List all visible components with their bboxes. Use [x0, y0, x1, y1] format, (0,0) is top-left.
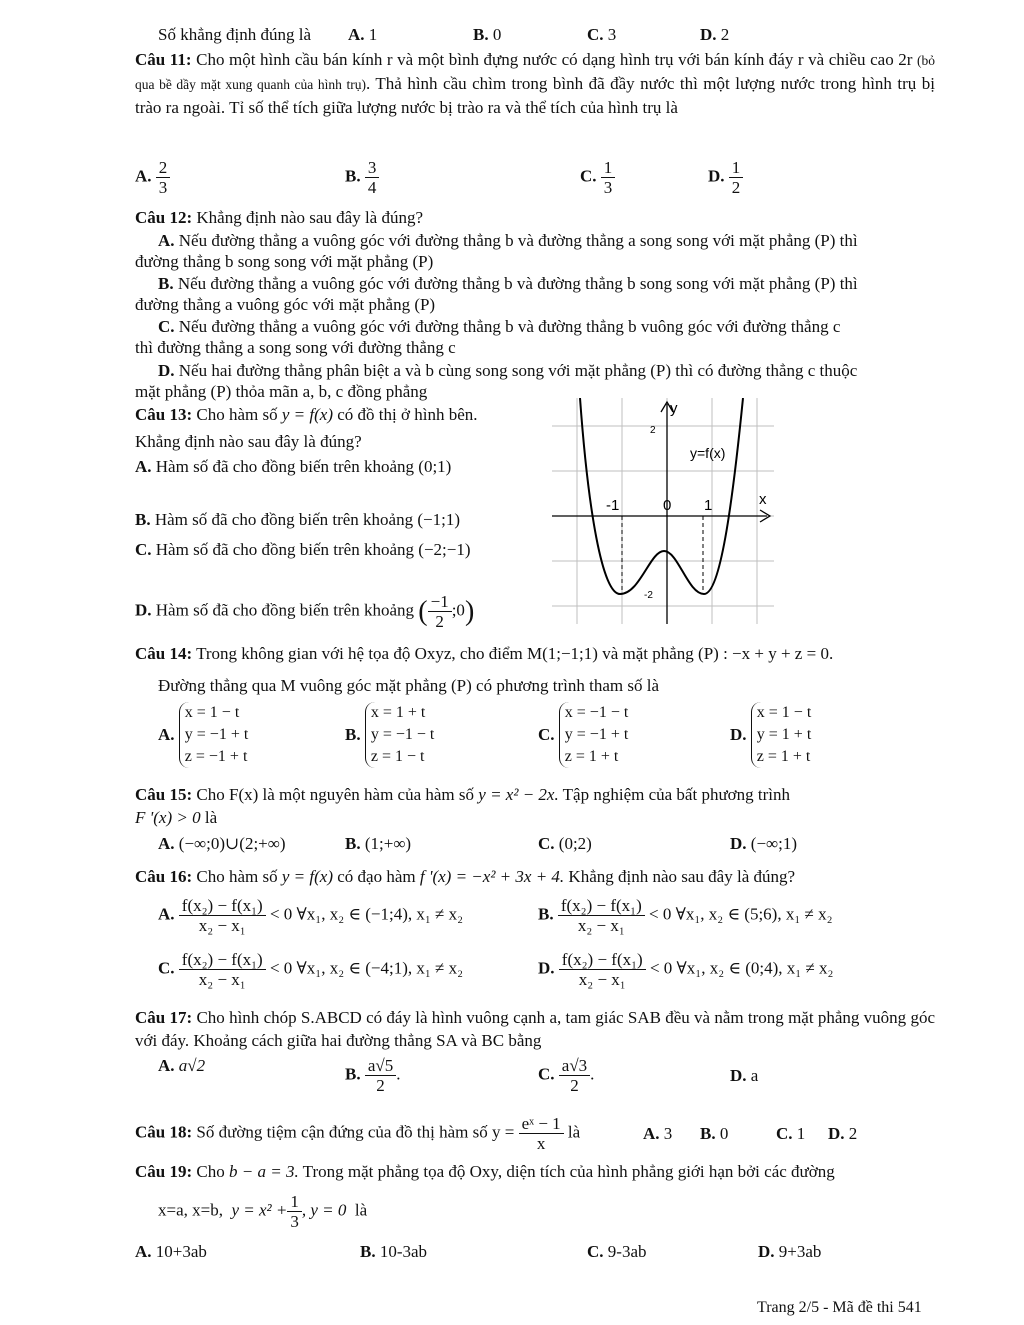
- tick-x0: 0: [663, 497, 672, 514]
- q12-option-a: A. Nếu đường thẳng a vuông góc với đường thẳng b và đường thẳng a song song với mặt phẳng (P) thì đường thẳng b song song với mặt phẳng (P): [135, 231, 858, 271]
- y-axis-label: y: [670, 400, 678, 417]
- q12-option-c: C. Nếu đường thẳng a vuông góc với đường thẳng b và đường thẳng b vuông góc với đường thẳng c thì đường thẳng a song song với đường thẳng c: [135, 317, 841, 357]
- q16-option-c: C. $\frac{\text{f(x₂) − f(x₁)}}{\text{x₂ − x₁}}$ < 0 ∀x₁, x₂ ∈ (−4;1), x₁ ≠ x₂: [158, 950, 464, 989]
- q10-option-b: B. 0: [473, 25, 502, 44]
- q14-option-c: C. x = −1 − t y = −1 + t z = 1 + t: [538, 702, 628, 768]
- q14-option-b: B. x = 1 + t y = −1 − t z = 1 − t: [345, 702, 434, 768]
- tick-ym2: -2: [644, 590, 653, 601]
- q18-option-d: D. 2: [828, 1124, 858, 1143]
- q12-option-b: B. Nếu đường thẳng a vuông góc với đường thẳng b và đường thẳng b song song với mặt phẳng (P) thì đường thẳng a vuông góc với mặt phẳng (P): [135, 274, 858, 314]
- q13-option-a: A. Hàm số đã cho đồng biến trên khoảng (0;1): [135, 457, 452, 476]
- q13-question: Khẳng định nào sau đây là đúng?: [135, 432, 362, 451]
- q11-option-d: D. $\frac{1}{2}$: [708, 158, 743, 197]
- q16-option-d: D. $\frac{\text{f(x₂) − f(x₁)}}{\text{x₂ − x₁}}$ < 0 ∀x₁, x₂ ∈ (0;4), x₁ ≠ x₂: [538, 950, 834, 989]
- q17-option-c: C. $\frac{a√3}{2}$ .: [538, 1056, 595, 1095]
- q18-stem: Câu 18: Số đường tiệm cận đứng của đồ thị hàm số y = $\frac{\text{eˣ − 1}}{x}$ là: [135, 1114, 581, 1153]
- tick-y2: 2: [650, 425, 656, 436]
- q17-option-b: B. $\frac{a√5}{2}$ .: [345, 1056, 401, 1095]
- q17-stem: Câu 17: Cho hình chóp S.ABCD có đáy là hình vuông cạnh a, tam giác SAB đều và nằm trong mặt phẳng vuông góc với đáy. Khoảng cách giữa hai đường thẳng SA và BC bằng: [135, 1008, 935, 1050]
- q16-stem: Câu 16: Cho hàm số y = f(x) có đạo hàm f '(x) = −x² + 3x + 4. Khẳng định nào sau đây là đúng?: [135, 867, 796, 886]
- q18-option-b: B. 0: [700, 1124, 729, 1143]
- q11-stem: Câu 11: Cho một hình cầu bán kính r và một bình đựng nước có dạng hình trụ với bán kính đáy r và chiều cao 2r (bỏ qua bề dầy mặt xung quanh của hình trụ). Thả hình cầu chìm trong bình đã đầy nước thì một lượng nước trong hình trụ bị trào ra ngoài. Tỉ số thể tích giữa lượng nước bị trào ra và thể tích của hình trụ là: [135, 50, 936, 117]
- q12-option-d: D. Nếu hai đường thẳng phân biệt a và b cùng song song với mặt phẳng (P) thì có đường thẳng c thuộc mặt phẳng (P) thỏa mãn a, b, c đồng phẳng: [135, 361, 858, 401]
- q13-option-d: D. Hàm số đã cho đồng biến trên khoảng ( $\frac{-1}{2}$ ;0): [135, 592, 475, 631]
- q14-question: Đường thẳng qua M vuông góc mặt phẳng (P) có phương trình tham số là: [158, 676, 660, 695]
- q10-lead: Số khẳng định đúng là: [158, 25, 311, 44]
- q16-option-b: B. $\frac{\text{f(x₂) − f(x₁)}}{\text{x₂ − x₁}}$ < 0 ∀x₁, x₂ ∈ (5;6), x₁ ≠ x₂: [538, 896, 833, 935]
- q10-option-c: C. 3: [587, 25, 617, 44]
- q16-option-a: A. $\frac{\text{f(x₂) − f(x₁)}}{\text{x₂ − x₁}}$ < 0 ∀x₁, x₂ ∈ (−1;4), x₁ ≠ x₂: [158, 896, 464, 935]
- q19-option-d: D. 9+3ab: [758, 1242, 822, 1261]
- q14-option-a: A. x = 1 − t y = −1 + t z = −1 + t: [158, 702, 248, 768]
- q15-stem-2: F '(x) > 0 là: [135, 808, 218, 827]
- q12-stem: Câu 12: Khẳng định nào sau đây là đúng?: [135, 208, 424, 227]
- tick-x1: 1: [704, 497, 713, 514]
- q13-option-b: B. Hàm số đã cho đồng biến trên khoảng (−1;1): [135, 510, 460, 529]
- q15-option-b: B. (1;+∞): [345, 834, 412, 853]
- q15-option-d: D. (−∞;1): [730, 834, 798, 853]
- q17-option-a: A. a√2: [158, 1056, 206, 1075]
- q11-option-c: C. $\frac{1}{3}$: [580, 158, 615, 197]
- q13-graph: [552, 398, 774, 624]
- q15-option-c: C. (0;2): [538, 834, 592, 853]
- q18-option-a: A. 3: [643, 1124, 673, 1143]
- q15-option-a: A. (−∞;0)∪(2;+∞): [158, 834, 286, 853]
- curve-label: y=f(x): [690, 445, 726, 461]
- q19-option-b: B. 10-3ab: [360, 1242, 428, 1261]
- q10-option-d: D. 2: [700, 25, 730, 44]
- q18-option-c: C. 1: [776, 1124, 806, 1143]
- q15-stem: Câu 15: Cho F(x) là một nguyên hàm của hàm số y = x² − 2x. Tập nghiệm của bất phương trình: [135, 785, 791, 804]
- q19-stem: Câu 19: Cho b − a = 3. Trong mặt phẳng tọa độ Oxy, diện tích của hình phẳng giới hạn bởi các đường: [135, 1162, 835, 1181]
- q14-option-d: D. x = 1 − t y = 1 + t z = 1 + t: [730, 702, 811, 768]
- q17-option-d: D. a: [730, 1066, 759, 1085]
- q11-option-b: B. $\frac{3}{4}$: [345, 158, 379, 197]
- q19-option-c: C. 9-3ab: [587, 1242, 647, 1261]
- page-footer: Trang 2/5 - Mã đề thi 541: [757, 1299, 922, 1316]
- q19-option-a: A. 10+3ab: [135, 1242, 207, 1261]
- q13-option-c: C. Hàm số đã cho đồng biến trên khoảng (−2;−1): [135, 540, 471, 559]
- q19-stem-2: x=a, x=b, y = x² + $\frac{1}{3}$ , y = 0 là: [158, 1192, 368, 1231]
- q10-option-a: A. 1: [348, 25, 378, 44]
- tick-xm1: -1: [606, 497, 620, 514]
- x-axis-label: x: [759, 491, 767, 508]
- curve-f: [580, 398, 743, 594]
- q11-option-a: A. $\frac{2}{3}$: [135, 158, 170, 197]
- q14-stem: Câu 14: Trong không gian với hệ tọa độ Oxyz, cho điểm M(1;−1;1) và mặt phẳng (P) : −x + y + z = 0.: [135, 644, 834, 663]
- q13-stem: Câu 13: Cho hàm số y = f(x) có đồ thị ở hình bên.: [135, 405, 478, 424]
